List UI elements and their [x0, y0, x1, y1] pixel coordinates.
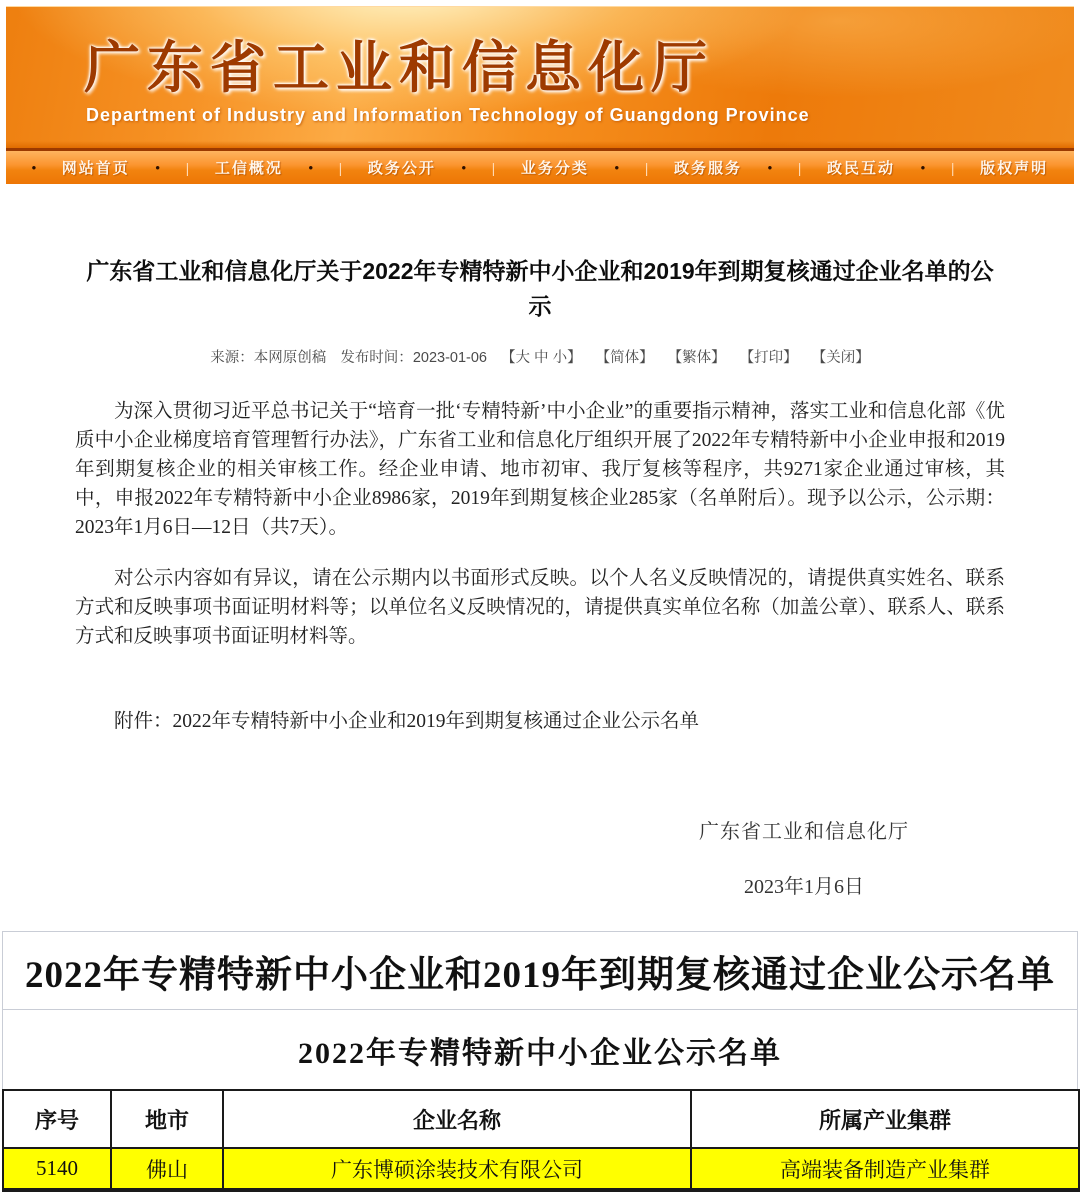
table-header-row [3, 1090, 1079, 1148]
nav-bullet-icon: • [614, 160, 620, 175]
col-header-company: 企业名称 [223, 1090, 691, 1148]
cell-seq: 5140 [3, 1148, 111, 1190]
nav-bullet-icon: • [767, 160, 773, 175]
signature-org: 广东省工业和信息化厅 [699, 821, 909, 843]
print-button[interactable]: 【打印】 [739, 350, 798, 366]
signature-date: 2023年1月6日 [744, 876, 864, 898]
nav-separator: | [338, 159, 343, 176]
nav-separator: | [491, 159, 496, 176]
nav-separator: | [950, 159, 955, 176]
paragraph-1: 为深入贯彻习近平总书记关于“培育一批‘专精特新’中小企业”的重要指示精神，落实工业和信息化部《优质中小企业梯度培育管理暂行办法》，广东省工业和信息化厅组织开展了2022年专精特新中小企业申报和2019年到期复核企业的相关审核工作。经企业申请、地市初审、我厅复核等程序，共9271家企业通过审核，其中，申报2022年专精特新中小企业8986家，2019年到期复核企业285家（名单附后）。现予以公示，公示期：2023年1月6日—12日（共7天）。 [75, 401, 1005, 538]
nav-bullet-icon: • [155, 160, 160, 175]
simplified-chinese-button[interactable]: 【简体】 [595, 350, 654, 366]
list-main-heading: 2022年专精特新中小企业和2019年到期复核通过企业公示名单 [25, 954, 1055, 996]
page [0, 6, 1080, 1197]
nav-separator: | [797, 159, 802, 176]
article-body [75, 397, 1005, 899]
col-header-city: 地市 [111, 1090, 223, 1148]
nav-item-copyright[interactable]: 版权声明 [980, 160, 1049, 177]
main-nav [6, 148, 1074, 184]
site-banner [6, 6, 1074, 148]
traditional-chinese-button[interactable]: 【繁体】 [667, 350, 726, 366]
nav-item-home[interactable]: 网站首页 [61, 160, 130, 177]
close-button[interactable]: 【关闭】 [811, 350, 870, 366]
meta-publish-label: 发布时间： [340, 350, 413, 366]
article-meta [75, 346, 1005, 367]
nav-bullet-icon: • [308, 160, 314, 175]
nav-separator: | [185, 159, 190, 176]
nav-item-gov-services[interactable]: 政务服务 [673, 160, 742, 177]
site-subtitle-english: Department of Industry and Information Technology of Guangdong Province [86, 105, 810, 125]
font-size-control[interactable]: 【大 中 小】 [501, 350, 582, 366]
public-list-section [2, 931, 1078, 1192]
nav-item-gov-disclosure[interactable]: 政务公开 [367, 160, 436, 177]
nav-bullet-icon: • [31, 160, 37, 175]
nav-item-overview[interactable]: 工信概况 [214, 160, 283, 177]
cell-company: 广东博硕涂装技术有限公司 [223, 1148, 691, 1190]
nav-bullet-icon: • [920, 160, 926, 175]
col-header-cluster: 所属产业集群 [691, 1090, 1079, 1148]
company-table [2, 1089, 1080, 1192]
list-sub-heading: 2022年专精特新中小企业公示名单 [298, 1036, 782, 1070]
cell-city: 佛山 [111, 1148, 223, 1190]
nav-bullet-icon: • [461, 160, 467, 175]
article-title: 广东省工业和信息化厅关于2022年专精特新中小企业和2019年到期复核通过企业名单的公示 [86, 258, 994, 319]
site-title: 广东省工业和信息化厅 [84, 36, 714, 99]
article [75, 254, 1005, 899]
nav-item-public-interaction[interactable]: 政民互动 [827, 160, 896, 177]
list-main-heading-box [2, 931, 1078, 1009]
signature-block [699, 815, 909, 899]
paragraph-2: 对公示内容如有异议，请在公示期内以书面形式反映。以个人名义反映情况的，请提供真实姓名、联系方式和反映事项书面证明材料等；以单位名义反映情况的，请提供真实单位名称（加盖公章）、联系人、联系方式和反映事项书面证明材料等。 [75, 568, 1005, 647]
meta-publish-date: 2023-01-06 [412, 350, 487, 366]
nav-separator: | [644, 159, 649, 176]
attachment-link[interactable]: 附件：2022年专精特新中小企业和2019年到期复核通过企业公示名单 [114, 711, 700, 732]
meta-source: 来源：本网原创稿 [210, 350, 327, 366]
nav-item-business-category[interactable]: 业务分类 [520, 160, 589, 177]
col-header-seq: 序号 [3, 1090, 111, 1148]
cell-cluster: 高端装备制造产业集群 [691, 1148, 1079, 1190]
list-sub-heading-box [2, 1009, 1078, 1089]
table-row [3, 1148, 1079, 1190]
